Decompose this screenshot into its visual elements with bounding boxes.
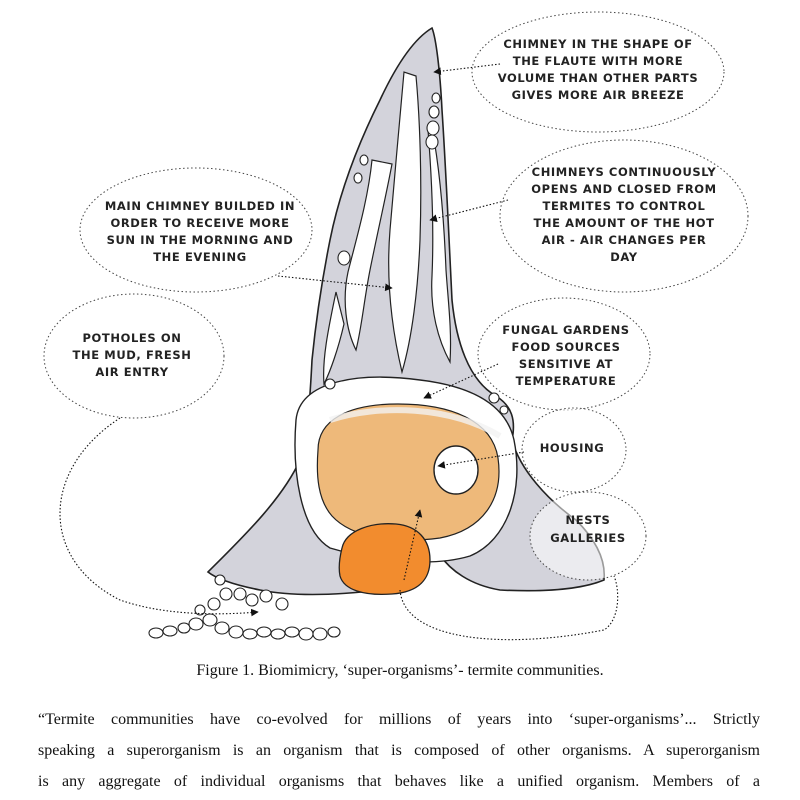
callout-line: SENSITIVE AT [518,357,614,371]
callout-bubble-fungal-gardens [478,298,650,410]
callout-line: DAY [610,250,638,264]
housing-chamber [434,446,478,494]
callout-line: CHIMNEYS CONTINUOUSLY [531,165,717,179]
body-paragraph [38,704,760,797]
callout-line: FUNGAL GARDENS [502,323,630,337]
callout-line: CHIMNEY IN THE SHAPE OF [503,37,693,51]
leader-potholes [60,418,258,614]
callout-line: THE AMOUNT OF THE HOT [533,216,715,230]
callout-line: AIR - AIR CHANGES PER [541,233,707,247]
body-line-1: “Termite communities have co-evolved for millions of years into ‘super-organisms’... Strictly [38,711,760,728]
figure-caption: Figure 1. Biomimicry, ‘super-organisms’- termite communities. [196,662,604,679]
callout-line: THE FLAUTE WITH MORE [512,54,684,68]
callout-line: GALLERIES [550,531,626,545]
callout-line: GIVES MORE AIR BREEZE [511,88,685,102]
callout-line: HOUSING [539,441,605,455]
callout-text-housing [540,441,605,455]
callout-line: TEMPERATURE [515,374,617,388]
callout-line: NESTS [565,513,611,527]
body-line-2: speaking a superorganism is an organism that is composed of other organisms. A superorganism [38,742,760,759]
body-line-3: is any aggregate of individual organisms that behaves like a unified organism. Members of a [38,773,760,790]
callout-bubble-main-chimney [80,168,312,292]
callout-line: AIR ENTRY [95,365,169,379]
callout-line: THE EVENING [153,250,247,264]
nest-galleries [339,524,430,595]
callout-line: THE MUD, FRESH [72,348,192,362]
callout-line: VOLUME THAN OTHER PARTS [497,71,699,85]
callout-line: OPENS AND CLOSED FROM [531,182,717,196]
callout-line: SUN IN THE MORNING AND [106,233,294,247]
callout-line: MAIN CHIMNEY BUILDED IN [104,199,296,213]
callout-line: TERMITES TO CONTROL [542,199,706,213]
callout-line: POTHOLES ON [82,331,182,345]
callout-line: FOOD SOURCES [511,340,621,354]
callout-line: ORDER TO RECEIVE MORE [110,216,290,230]
